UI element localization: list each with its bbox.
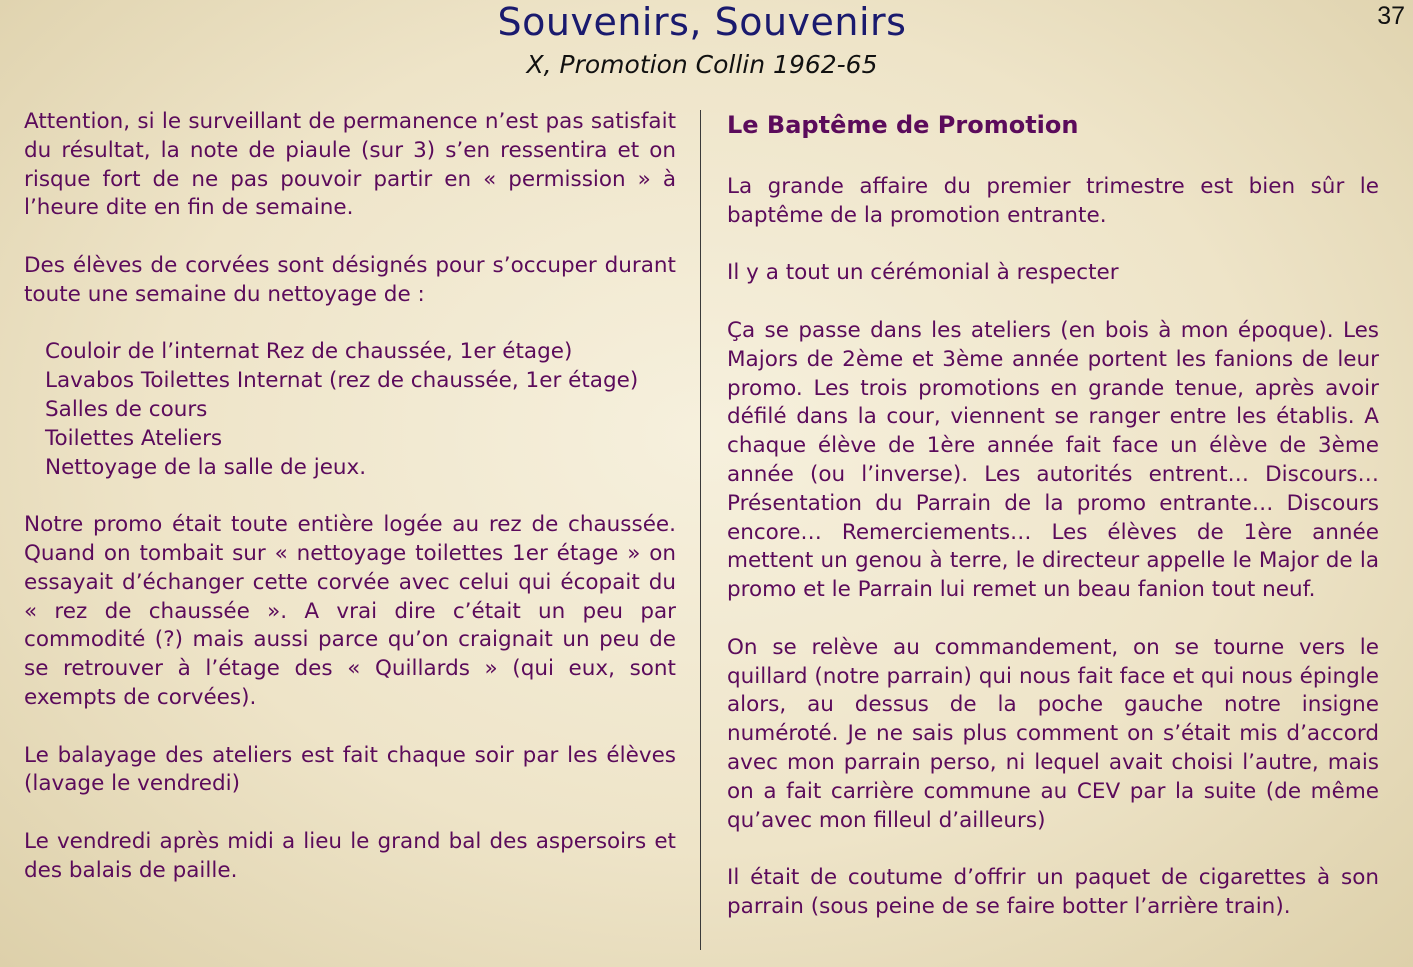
right-paragraph-5: Il était de coutume d’offrir un paquet de cigarettes à son parrain (sous peine de se faire botter l’arrière train). <box>727 865 1379 919</box>
left-paragraph-5: Le vendredi après midi a lieu le grand bal des aspersoirs et des balais de paille. <box>24 828 676 883</box>
section-heading: Le Baptême de Promotion <box>727 111 1079 139</box>
list-item: Toilettes Ateliers <box>45 425 223 451</box>
left-paragraph-1: Attention, si le surveillant de permanence n’est pas satisfait du résultat, la note de piaule (sur 3) s’en ressentira et on risque fort de ne pas pouvoir partir en « permission » à l’heure dite en fin de semaine. <box>24 109 676 221</box>
page-title: Souvenirs, Souvenirs <box>497 0 907 44</box>
left-paragraph-2: Des élèves de corvées sont désignés pour s’occuper durant toute une semaine du nettoyage de : <box>24 252 676 307</box>
left-paragraph-3: Notre promo était toute entière logée au rez de chaussée. Quand on tombait sur « nettoyage toilettes 1er étage » on essayait d’échanger cette corvée avec celui qui écopait du « rez de chaussée ». A vrai dire c’était un peu par commodité (?) mais aussi parce qu’on craignait un peu de se retrouver à l’étage des « Quillards » (qui eux, sont exempts de corvées). <box>24 512 676 710</box>
list-item: Couloir de l’internat Rez de chaussée, 1er étage) <box>45 339 573 365</box>
right-column <box>727 110 1379 951</box>
left-paragraph-4: Le balayage des ateliers est fait chaque soir par les élèves (lavage le vendredi) <box>24 742 676 797</box>
right-paragraph-1: La grande affaire du premier trimestre est bien sûr le baptême de la promotion entrante. <box>727 174 1379 228</box>
right-paragraph-3: Ça se passe dans les ateliers (en bois à mon époque). Les Majors de 2ème et 3ème année portent les fanions de leur promo. Les trois promotions en grande tenue, après avoir défilé dans la cour, viennent se ranger entre les établis. A chaque élève de 1ère année fait face un élève de 3ème année (ou l’inverse). Les autorités entrent… Discours… Présentation du Parrain de la promo entrante… Discours encore… Remerciements… Les élèves de 1ère année mettent un genou à terre, le directeur appelle le Major de la promo et le Parrain lui remet un beau fanion tout neuf. <box>727 317 1379 603</box>
list-item: Nettoyage de la salle de jeux. <box>45 454 367 480</box>
cleaning-list <box>24 338 676 482</box>
right-paragraph-4: On se relève au commandement, on se tourne vers le quillard (notre parrain) qui nous fait face et qui nous épingle alors, au dessus de la poche gauche notre insigne numéroté. Je ne sais plus comment on s’était mis d’accord avec mon parrain perso, ni lequel avait choisi l’autre, mais on a fait carrière commune au CEV par la suite (de même qu’avec mon filleul d’ailleurs) <box>727 634 1379 833</box>
right-paragraph-2: Il y a tout un cérémonial à respecter <box>727 260 1119 286</box>
list-item: Salles de cours <box>45 396 208 422</box>
list-item: Lavabos Toilettes Internat (rez de chaussée, 1er étage) <box>45 368 639 394</box>
column-divider <box>700 110 701 950</box>
page-subtitle: X, Promotion Collin 1962-65 <box>526 50 878 79</box>
left-column <box>24 108 676 914</box>
page-number: 37 <box>1377 2 1405 30</box>
